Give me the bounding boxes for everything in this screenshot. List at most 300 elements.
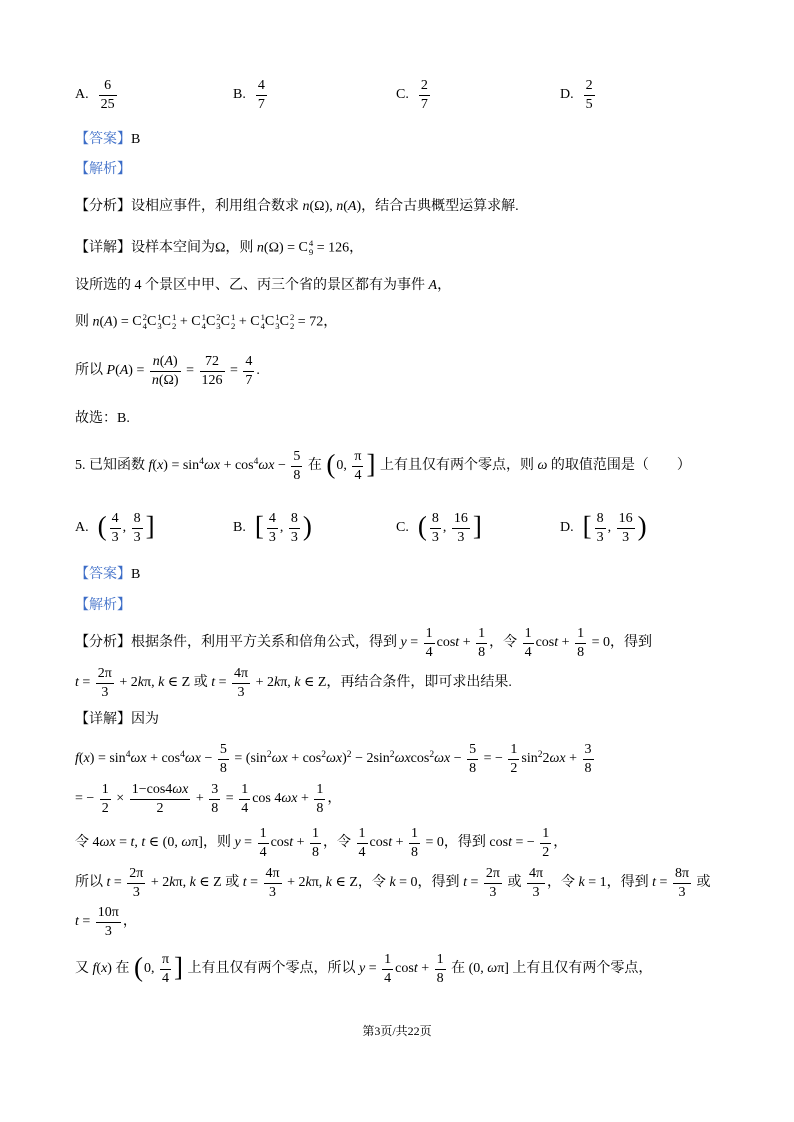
math-variable: n	[302, 199, 310, 215]
fraction-denominator	[617, 529, 635, 545]
fraction-numerator	[150, 354, 181, 371]
fraction	[424, 626, 435, 660]
text-run: =	[215, 675, 231, 691]
superscript: 4	[199, 456, 204, 467]
comb-base: C	[132, 314, 142, 330]
text-run: (	[152, 458, 158, 474]
fraction	[130, 782, 191, 816]
comb-base: C	[264, 314, 275, 330]
math-variable: t	[75, 914, 79, 930]
fraction-denominator	[424, 644, 435, 660]
text-run: π,	[311, 875, 326, 891]
math-variable: ωx	[549, 751, 566, 767]
comb-base: C	[205, 314, 216, 330]
solution-text	[75, 711, 159, 729]
q5-solution-line-5	[75, 863, 711, 903]
text-run: 2π	[97, 666, 112, 682]
fraction-numerator	[99, 78, 117, 95]
text-run: )	[342, 751, 347, 767]
text-run: 3	[431, 529, 439, 545]
text-run: 1	[259, 826, 267, 842]
math-variable: k	[389, 875, 396, 891]
text-run: ×	[112, 791, 128, 807]
text-run: π	[161, 952, 170, 968]
text-run: 1	[101, 782, 109, 798]
text-run: 3	[596, 529, 604, 545]
q4-option-a	[75, 75, 119, 115]
fraction-numerator	[467, 742, 478, 759]
text-run: 1	[425, 626, 433, 642]
text-run: 3	[532, 884, 540, 900]
q5-option-a	[75, 508, 156, 548]
fraction-denominator	[291, 467, 302, 483]
math-variable: ωx	[130, 751, 147, 767]
math-variable: A	[104, 314, 113, 330]
q5-option-c	[396, 508, 483, 548]
q5-jiexi-heading	[75, 586, 131, 626]
section-tag: 【解析】	[75, 598, 131, 614]
fraction-denominator	[484, 884, 502, 900]
text-run: 2	[542, 844, 550, 860]
fraction-numerator	[352, 449, 363, 466]
comb-superscript: 1	[230, 311, 236, 322]
fraction-denominator	[476, 644, 487, 660]
text-run: 25	[100, 96, 115, 112]
large-bracket: (	[133, 951, 143, 982]
fraction-numerator	[96, 905, 121, 922]
fraction	[310, 826, 321, 860]
text-run: 在 (0,	[447, 961, 488, 977]
q5-solution-line-2	[75, 739, 596, 779]
fraction-numerator	[484, 866, 502, 883]
fraction	[150, 354, 181, 388]
solution-text	[75, 313, 337, 331]
fraction-denominator	[409, 844, 420, 860]
analysis-text	[75, 666, 512, 700]
fraction-denominator	[310, 844, 321, 860]
math-variable: t	[463, 875, 467, 891]
text-run: 3	[678, 884, 686, 900]
comb-subscript: 9	[308, 247, 314, 257]
text-run: 1	[312, 826, 320, 842]
comb-superscript: 1	[157, 311, 162, 322]
fraction-numerator	[96, 666, 114, 683]
text-run: B	[131, 567, 141, 583]
text-run: cos	[270, 835, 290, 851]
text-run: sin	[521, 751, 538, 767]
combination-symbol	[265, 313, 280, 331]
fraction-denominator	[110, 529, 121, 545]
q4-option-d	[560, 75, 597, 115]
q5-solution-line-7	[75, 949, 652, 989]
text-run: 8	[584, 760, 592, 776]
text-run: 8	[436, 970, 444, 986]
comb-subscript: 2	[230, 321, 236, 331]
math-variable: k	[325, 875, 333, 891]
fraction-numerator	[430, 511, 441, 528]
analysis-text	[75, 198, 519, 216]
q4-analysis	[75, 187, 519, 227]
text-run: 4π	[528, 866, 544, 882]
fraction-denominator	[357, 844, 368, 860]
text-run: π,	[144, 675, 159, 691]
text-run: 8	[478, 644, 486, 660]
q4-solution-line-2	[75, 266, 451, 306]
fraction-numerator	[291, 449, 302, 466]
text-run: =	[115, 835, 131, 851]
superscript: 2	[266, 749, 272, 760]
text-run: 8	[312, 844, 320, 860]
text-run: ，	[122, 914, 137, 930]
math-variable: t	[211, 675, 216, 691]
q4-option-b	[233, 75, 269, 115]
text-run: 1	[524, 626, 532, 642]
large-bracket: [	[254, 510, 264, 541]
text-run: =	[240, 835, 256, 851]
math-variable: x	[83, 751, 90, 767]
math-variable: n	[256, 240, 264, 256]
fraction	[289, 511, 300, 545]
fraction	[243, 354, 254, 388]
text-run: +	[176, 314, 192, 330]
fraction-denominator	[584, 96, 595, 112]
fraction-denominator	[256, 96, 267, 112]
fraction-numerator	[160, 952, 171, 969]
text-run: = 0，得到 cos	[422, 835, 509, 851]
text-run: = 0，得到	[588, 635, 652, 651]
text-run: 8	[290, 511, 298, 527]
q5-solution-line-1	[75, 700, 159, 740]
text-run: ，结合古典概型运算求解.	[361, 199, 519, 215]
text-run: 126	[201, 372, 223, 388]
text-run: 3	[290, 529, 298, 545]
fraction	[110, 511, 121, 545]
fraction-numerator	[540, 826, 551, 843]
fraction-numerator	[409, 826, 420, 843]
combination-symbol	[280, 313, 295, 331]
text-run: =	[246, 875, 262, 891]
text-run: =	[656, 875, 671, 891]
fraction	[527, 866, 545, 900]
text-run: 1	[384, 952, 392, 968]
math-variable: t	[652, 875, 657, 891]
fraction	[484, 866, 502, 900]
text-run: π]，则	[191, 835, 235, 851]
comb-base: C	[279, 314, 289, 330]
superscript: 2	[429, 749, 435, 760]
text-run: 4	[259, 844, 267, 860]
fraction-denominator	[243, 372, 254, 388]
math-variable: t	[75, 675, 79, 691]
math-variable: k	[294, 675, 301, 691]
fraction-denominator	[218, 760, 229, 776]
text-run: 2π	[485, 866, 500, 882]
text-run: )	[173, 354, 178, 370]
text-run: 3	[622, 529, 630, 545]
text-run: 72	[205, 354, 219, 370]
text-run: cos	[535, 635, 555, 651]
math-variable: k	[578, 875, 585, 891]
fraction-numerator	[243, 354, 254, 371]
fraction-denominator	[382, 970, 393, 986]
fraction-numerator	[130, 782, 191, 799]
text-run: 1	[241, 782, 249, 798]
comb-base: C	[146, 314, 157, 330]
fraction-denominator	[96, 923, 121, 939]
text-run: 3	[132, 884, 140, 900]
fraction-numerator	[527, 866, 545, 883]
fraction	[357, 826, 368, 860]
fraction	[209, 782, 220, 816]
fraction-denominator	[100, 800, 111, 816]
fraction-denominator	[289, 529, 300, 545]
text-run: 7	[257, 96, 265, 112]
text-run: 5	[585, 96, 593, 112]
combination-symbol	[191, 313, 206, 331]
text-run: 在	[304, 458, 326, 474]
text-run: 2	[420, 78, 428, 94]
fraction	[291, 449, 302, 483]
text-run: 4	[241, 800, 249, 816]
text-run: 8	[133, 511, 141, 527]
q5-solution-line-3	[75, 779, 341, 819]
text-run: 2π	[129, 866, 144, 882]
text-run: (Ω) =	[263, 240, 299, 256]
text-run: .	[256, 363, 260, 379]
fraction-numerator	[617, 511, 635, 528]
text-run: 16	[618, 511, 633, 527]
solution-text	[75, 782, 341, 816]
superscript: 4	[253, 456, 259, 467]
fraction-numerator	[382, 952, 393, 969]
fraction	[200, 354, 225, 388]
text-run: −	[201, 751, 216, 767]
text-run: 4π	[234, 666, 249, 682]
text-run: 3	[104, 923, 112, 939]
fraction	[575, 626, 586, 660]
text-run: 【详解】因为	[75, 712, 159, 728]
text-run: ) =	[128, 363, 148, 379]
fraction-numerator	[424, 626, 435, 643]
fraction-denominator	[200, 372, 225, 388]
comb-base: C	[161, 314, 172, 330]
text-run: 8	[431, 511, 439, 527]
fraction-denominator	[583, 760, 594, 776]
text-run: 1	[478, 626, 486, 642]
text-run: +	[459, 635, 475, 651]
text-run: − 2sin	[351, 751, 390, 767]
q4-solution-line-5	[75, 399, 130, 439]
text-run: ,	[122, 520, 130, 536]
fraction-numerator	[239, 782, 250, 799]
q4-option-c	[396, 75, 432, 115]
math-variable: ωx	[99, 835, 116, 851]
text-run: ，令	[323, 835, 355, 851]
text-run: =	[222, 791, 238, 807]
fraction-numerator	[452, 511, 470, 528]
text-run: )	[356, 199, 362, 215]
fraction-numerator	[584, 78, 595, 95]
text-run: +	[392, 835, 408, 851]
text-run: 8	[316, 800, 324, 816]
fraction	[584, 78, 595, 112]
text-run: 的取值范围是（ ）	[547, 458, 691, 474]
text-run: 1	[436, 952, 444, 968]
text-run: 1	[542, 826, 550, 842]
text-run: = −	[480, 751, 507, 767]
text-run: 4	[425, 644, 433, 660]
text-run: 1−cos4	[131, 782, 173, 798]
comb-subscript: 2	[289, 321, 295, 331]
large-bracket: ]	[366, 448, 376, 479]
fraction	[132, 511, 143, 545]
comb-base: C	[191, 314, 201, 330]
fraction-denominator	[160, 970, 171, 986]
text-run: 4	[358, 844, 366, 860]
text-run: 令 4	[75, 835, 100, 851]
fraction-numerator	[508, 742, 519, 759]
text-run: + 2	[115, 675, 138, 691]
large-bracket: ]	[145, 510, 155, 541]
answer-text	[75, 131, 140, 149]
math-variable: y	[400, 635, 407, 651]
option-value	[97, 510, 156, 545]
math-variable: A	[164, 354, 173, 370]
option-value	[417, 510, 483, 545]
option-value	[254, 510, 313, 545]
text-run: ∈ (0,	[145, 835, 182, 851]
combination-symbol	[147, 313, 162, 331]
text-run: + cos	[287, 751, 322, 767]
text-run: −	[274, 458, 290, 474]
combination-symbol	[206, 313, 221, 331]
fraction-numerator	[476, 626, 487, 643]
text-run: = −	[75, 791, 98, 807]
superscript: 4	[125, 749, 131, 760]
fraction-numerator	[435, 952, 446, 969]
text-run: (	[115, 363, 120, 379]
text-run: = 72，	[294, 314, 338, 330]
math-variable: ω	[537, 458, 548, 474]
math-variable: A	[119, 363, 129, 379]
jiexi-text	[75, 597, 131, 615]
fraction-numerator	[595, 511, 606, 528]
q5-analysis-line-1	[75, 623, 652, 663]
text-run: 3	[457, 529, 465, 545]
fraction-denominator	[99, 96, 117, 112]
text-run: π,	[280, 675, 295, 691]
text-run: (	[99, 314, 105, 330]
solution-text	[75, 410, 130, 428]
text-run: 4	[257, 78, 265, 94]
q5-option-d	[560, 508, 648, 548]
jiexi-text	[75, 161, 131, 179]
text-run: 7	[245, 372, 253, 388]
text-run: cos 4	[252, 791, 282, 807]
math-variable: k	[169, 875, 176, 891]
option-value	[417, 78, 432, 112]
text-run: 【分析】设相应事件，利用组合数求	[75, 199, 303, 215]
text-run: 4	[524, 644, 532, 660]
text-run: 8	[596, 511, 604, 527]
math-variable: t	[130, 835, 135, 851]
fraction-numerator	[357, 826, 368, 843]
math-variable: t	[141, 835, 146, 851]
text-run: cos	[436, 635, 456, 651]
text-run: 2	[510, 760, 518, 776]
comb-subscript: 4	[142, 321, 147, 331]
math-variable: ωx	[258, 458, 275, 474]
comb-subscript: 4	[260, 321, 265, 331]
math-variable: t	[413, 961, 418, 977]
option-value	[97, 78, 119, 112]
fraction	[258, 826, 269, 860]
text-run: =	[365, 961, 381, 977]
solution-text	[75, 826, 567, 860]
text-run: 【详解】设样本空间为Ω，则	[75, 240, 257, 256]
large-bracket: ]	[174, 951, 184, 982]
text-run: 3	[101, 684, 109, 700]
text-run: 3	[111, 529, 119, 545]
fraction	[314, 782, 325, 816]
combination-symbol	[221, 313, 236, 331]
comb-superscript: 2	[142, 311, 147, 322]
large-bracket: (	[326, 448, 336, 479]
q5-solution-line-6	[75, 902, 137, 942]
section-tag: 【答案】	[75, 132, 131, 148]
text-run: = 126，	[313, 240, 364, 256]
text-run: (	[78, 751, 84, 767]
fraction-numerator	[314, 782, 325, 799]
comb-subscript: 3	[275, 321, 280, 331]
text-run: 2	[156, 800, 164, 816]
fraction	[523, 626, 534, 660]
option-label: D.	[560, 520, 574, 536]
text-run: 5	[219, 742, 227, 758]
fraction-denominator	[258, 844, 269, 860]
option-label: A.	[75, 520, 89, 536]
fraction-denominator	[352, 467, 363, 483]
math-variable: ωx	[172, 782, 189, 798]
math-variable: y	[359, 961, 366, 977]
text-run: 3	[237, 684, 245, 700]
option-value	[582, 78, 597, 112]
fraction-denominator	[419, 96, 430, 112]
text-run: 1	[577, 626, 585, 642]
fraction-denominator	[96, 684, 114, 700]
text-run: 7	[420, 96, 428, 112]
fraction	[256, 78, 267, 112]
text-run: π	[354, 449, 362, 465]
fraction	[673, 866, 691, 900]
fraction-numerator	[258, 826, 269, 843]
text-run: +	[417, 961, 433, 977]
fraction-denominator	[540, 844, 551, 860]
superscript: 2	[321, 749, 327, 760]
fraction	[352, 449, 363, 483]
math-variable: A	[347, 199, 357, 215]
option-label: A.	[75, 87, 89, 103]
fraction	[99, 78, 117, 112]
math-variable: A	[428, 278, 438, 294]
q4-solution-line-3	[75, 302, 337, 342]
text-run: =	[78, 675, 94, 691]
fraction	[419, 78, 430, 112]
comb-superscript: 4	[308, 237, 314, 248]
fraction-denominator	[150, 372, 181, 388]
answer-text	[75, 566, 140, 584]
math-variable: k	[305, 875, 312, 891]
